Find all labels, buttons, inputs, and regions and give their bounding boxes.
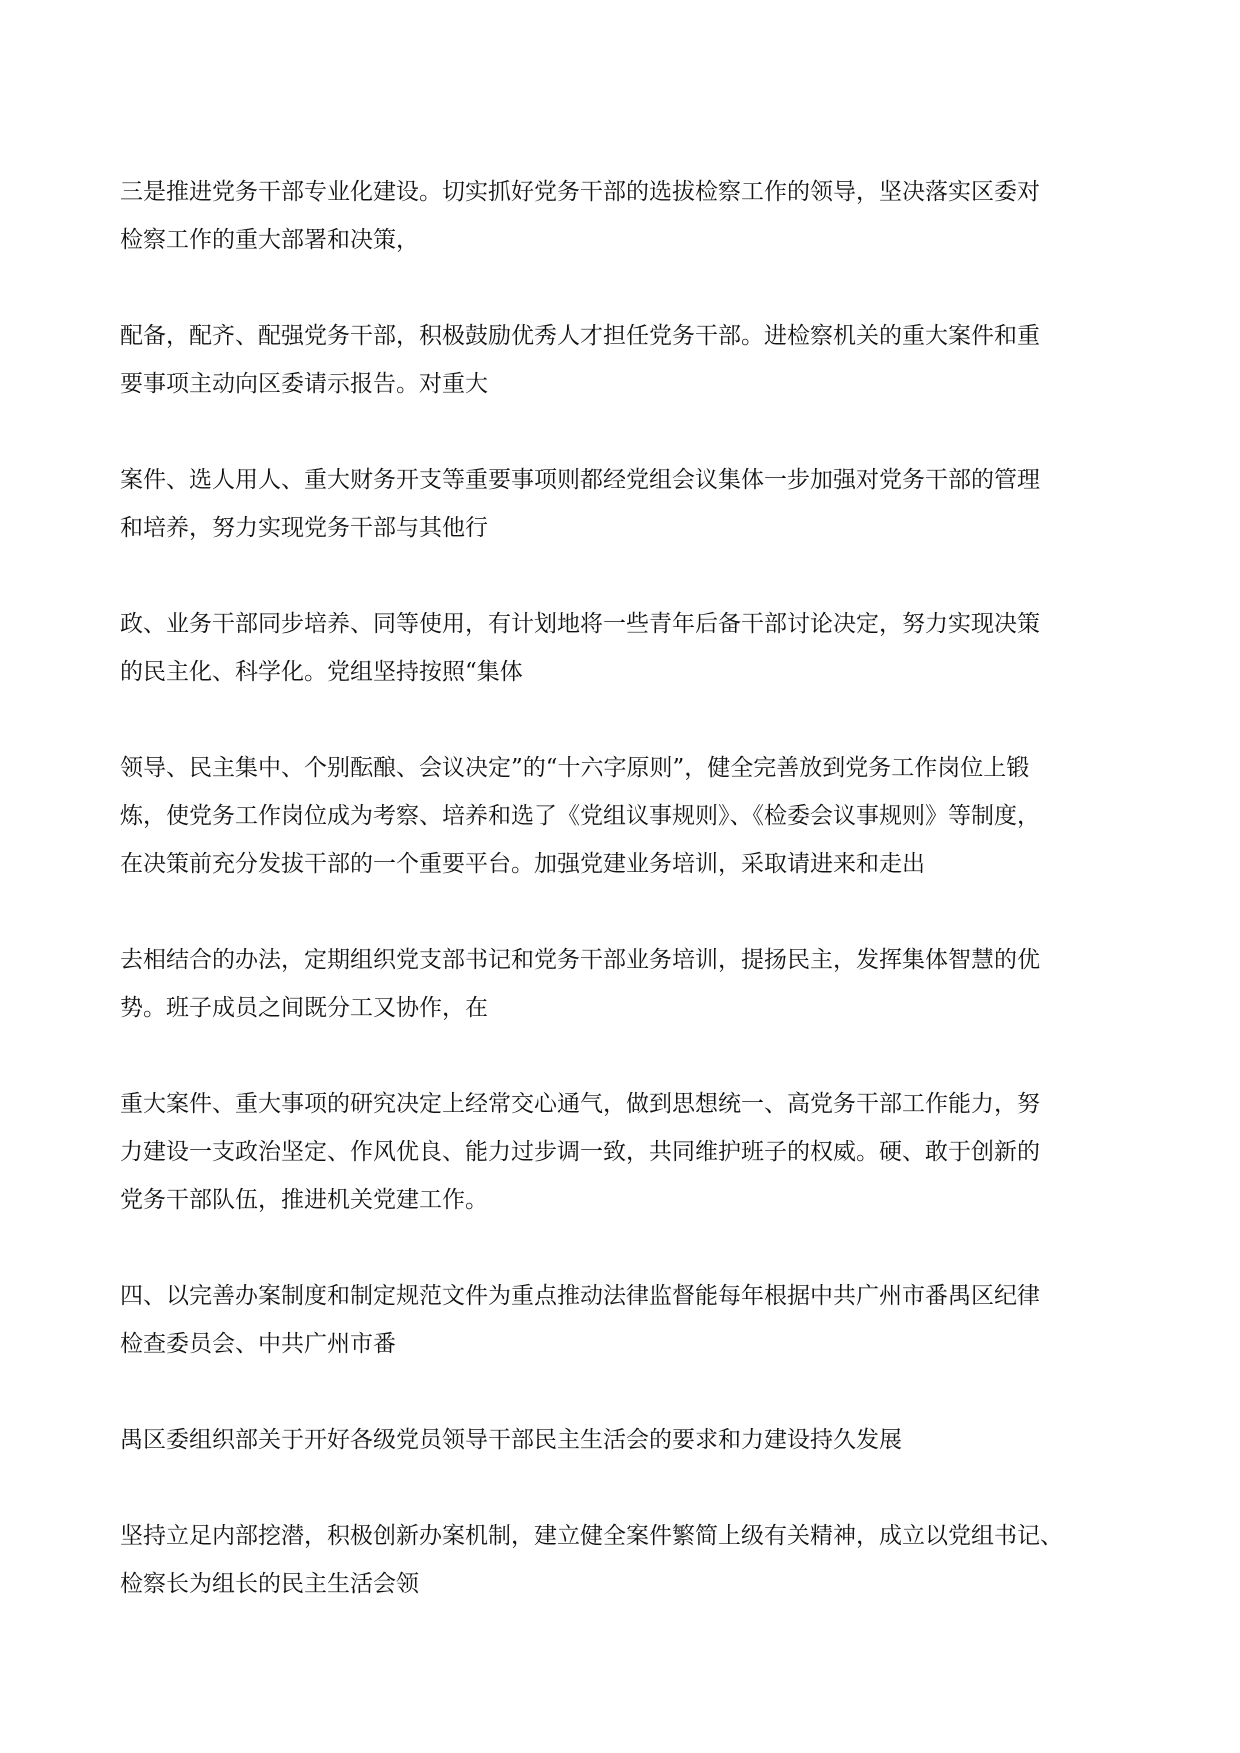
text-line: 力建设一支政治坚定、作风优良、能力过步调一致，共同维护班子的权威。硬、敢于创新的: [120, 1139, 1040, 1165]
paragraph: [120, 456, 1140, 552]
text-line: 的民主化、科学化。党组坚持按照“集体: [120, 659, 523, 685]
text-line: 配备，配齐、配强党务干部，积极鼓励优秀人才担任党务干部。进检察机关的重大案件和重: [120, 323, 1040, 349]
text-line: 重大案件、重大事项的研究决定上经常交心通气，做到思想统一、高党务干部工作能力，努: [120, 1091, 1040, 1117]
text-line: 要事项主动向区委请示报告。对重大: [120, 371, 488, 397]
text-line: 党务干部队伍，推进机关党建工作。: [120, 1187, 488, 1213]
text-line: 势。班子成员之间既分工又协作，在: [120, 995, 488, 1021]
text-line: 在决策前充分发拔干部的一个重要平台。加强党建业务培训，采取请进来和走出: [120, 851, 925, 877]
text-line: 检察长为组长的民主生活会领: [120, 1571, 419, 1597]
text-line: 和培养，努力实现党务干部与其他行: [120, 515, 488, 541]
text-line: 政、业务干部同步培养、同等使用，有计划地将一些青年后备干部讨论决定，努力实现决策: [120, 611, 1040, 637]
text-line: 禺区委组织部关于开好各级党员领导干部民主生活会的要求和力建设持久发展: [120, 1427, 902, 1453]
text-line: 炼，使党务工作岗位成为考察、培养和选了《党组议事规则》、《检委会议事规则》等制度，: [120, 803, 1040, 829]
paragraph: [120, 600, 1140, 696]
paragraph: [120, 168, 1140, 264]
text-line: 去相结合的办法，定期组织党支部书记和党务干部业务培训，提扬民主，发挥集体智慧的优: [120, 947, 1040, 973]
text-line: 案件、选人用人、重大财务开支等重要事项则都经党组会议集体一步加强对党务干部的管理: [120, 467, 1040, 493]
text-line: 坚持立足内部挖潜，积极创新办案机制，建立健全案件繁简上级有关精神，成立以党组书记、: [120, 1523, 1063, 1549]
text-line: 四、以完善办案制度和制定规范文件为重点推动法律监督能每年根据中共广州市番禺区纪律: [120, 1283, 1040, 1309]
paragraph: [120, 1272, 1140, 1368]
document-body: [120, 168, 1140, 1656]
paragraph: [120, 1416, 1140, 1464]
text-line: 检查委员会、中共广州市番: [120, 1331, 396, 1357]
text-line: 检察工作的重大部署和决策，: [120, 227, 419, 253]
paragraph: [120, 312, 1140, 408]
paragraph: [120, 936, 1140, 1032]
paragraph: [120, 744, 1140, 888]
paragraph: [120, 1512, 1140, 1608]
text-line: 领导、民主集中、个别酝酿、会议决定”的“十六字原则”，健全完善放到党务工作岗位上锻: [120, 755, 1030, 781]
text-line: 三是推进党务干部专业化建设。切实抓好党务干部的选拔检察工作的领导，坚决落实区委对: [120, 179, 1040, 205]
paragraph: [120, 1080, 1140, 1224]
